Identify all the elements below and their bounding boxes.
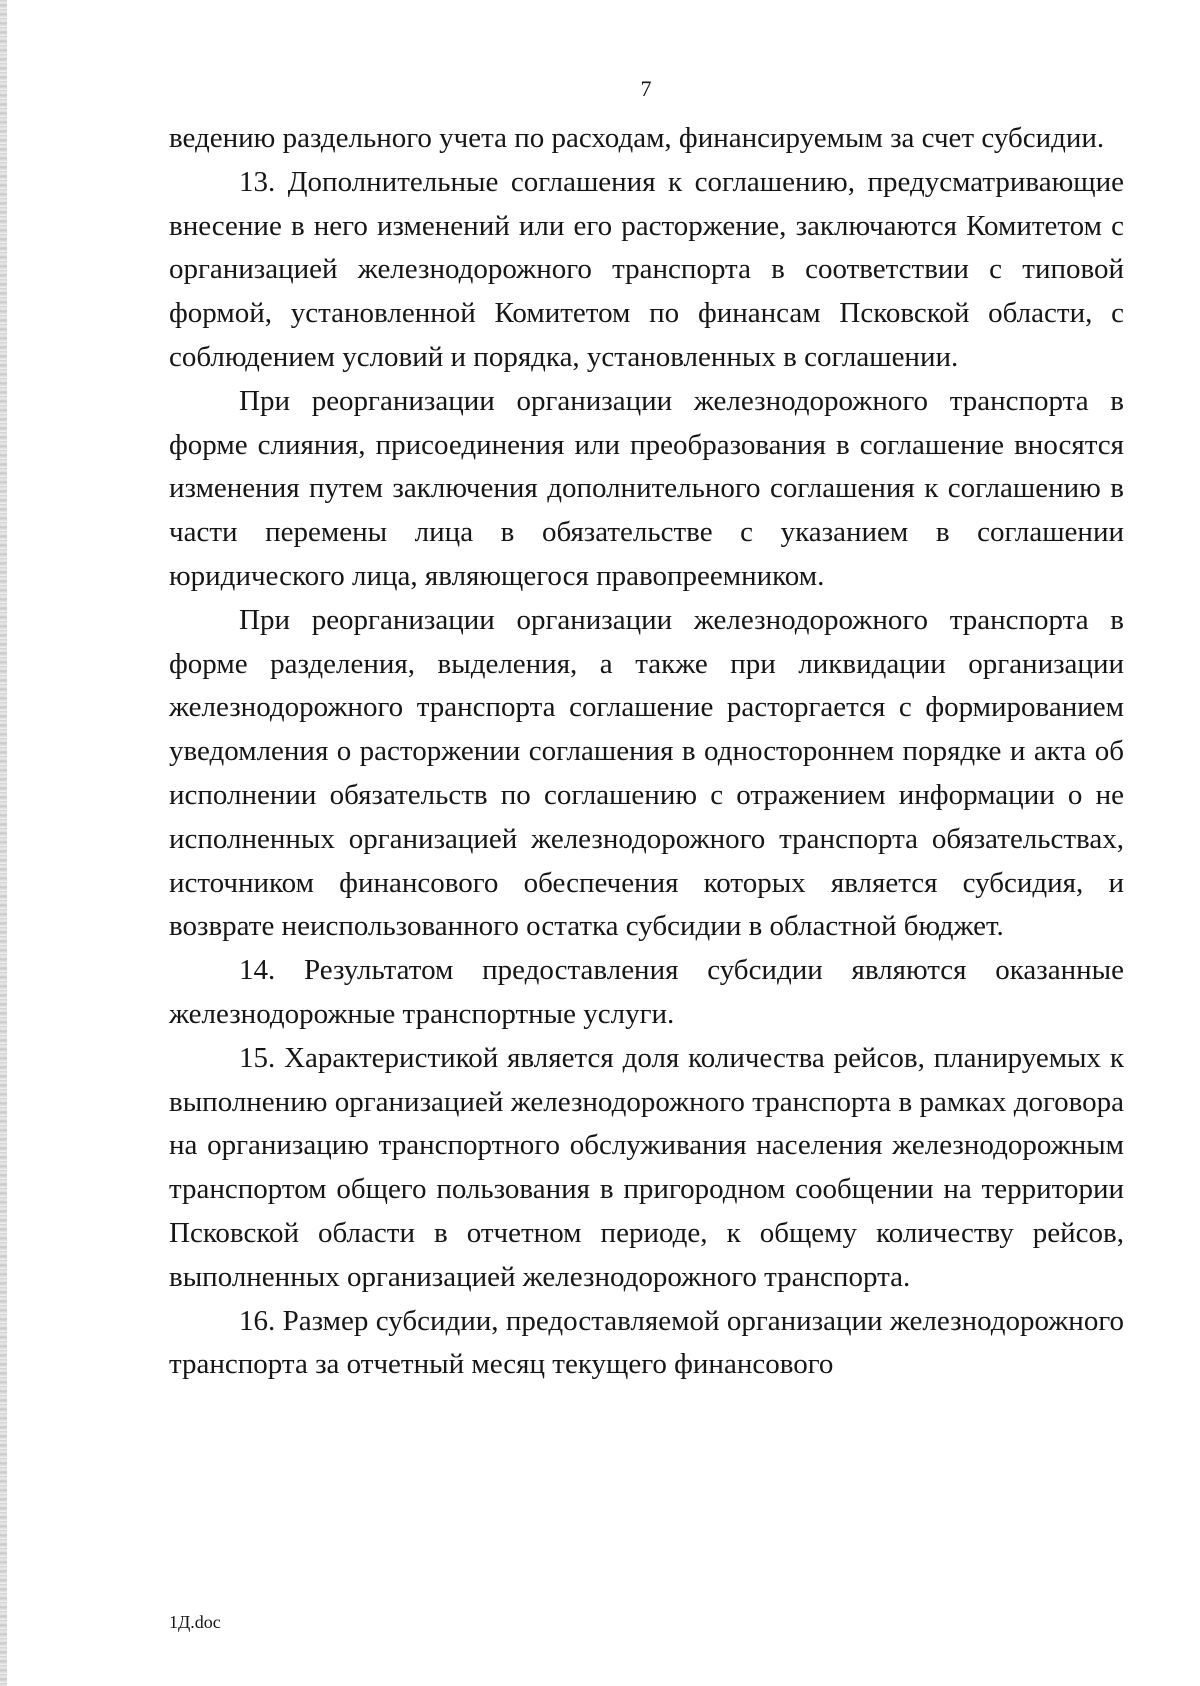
footer-file-code: 1Д.doc bbox=[169, 1612, 221, 1632]
paragraph-item-14: 14. Результатом предоставления субсидии являются оказанные железнодорожные транспортные услуги. bbox=[169, 954, 1124, 1030]
document-body bbox=[169, 117, 1124, 1387]
paragraph-reorganization-merger: При реорганизации организации железнодорожного транспорта в форме слияния, присоединения или преобразования в соглашение вносятся изменения путем заключения дополнительного соглашения к соглашению в части перемены лица в обязательстве с указанием в соглашении юридического лица, являющегося правопреемником. bbox=[169, 384, 1124, 592]
scan-edge bbox=[0, 0, 7, 1686]
paragraph-reorganization-division: При реорганизации организации железнодорожного транспорта в форме разделения, выделения, а также при ликвидации организации железнодорожного транспорта соглашение расторгается с формированием уведомления о расторжении соглашения в одностороннем порядке и акта об исполнении обязательств по соглашению с отражением информации о не исполненных организацией железнодорожного транспорта обязательствах, источником финансового обеспечения которых является субсидия, и возврате неиспользованного остатка субсидии в областной бюджет. bbox=[169, 603, 1124, 943]
paragraph-item-15: 15. Характеристикой является доля количества рейсов, планируемых к выполнению организацией железнодорожного транспорта в рамках договора на организацию транспортного обслуживания населения железнодорожным транспортом общего пользования в пригородном сообщении на территории Псковской области в отчетном периоде, к общему количеству рейсов, выполненных организацией железнодорожного транспорта. bbox=[169, 1041, 1124, 1293]
page-number: 7 bbox=[640, 76, 652, 101]
paragraph-item-16: 16. Размер субсидии, предоставляемой организации железнодорожного транспорта за отчетный месяц текущего финансового bbox=[169, 1304, 1124, 1381]
paragraph-continuation: ведению раздельного учета по расходам, финансируемым за счет субсидии. bbox=[169, 122, 1105, 154]
paragraph-item-13: 13. Дополнительные соглашения к соглашению, предусматривающие внесение в него изменений или его расторжение, заключаются Комитетом с организацией железнодорожного транспорта в соответствии с типовой формой, установленной Комитетом по финансам Псковской области, с соблюдением условий и порядка, установленных в соглашении. bbox=[169, 165, 1124, 373]
